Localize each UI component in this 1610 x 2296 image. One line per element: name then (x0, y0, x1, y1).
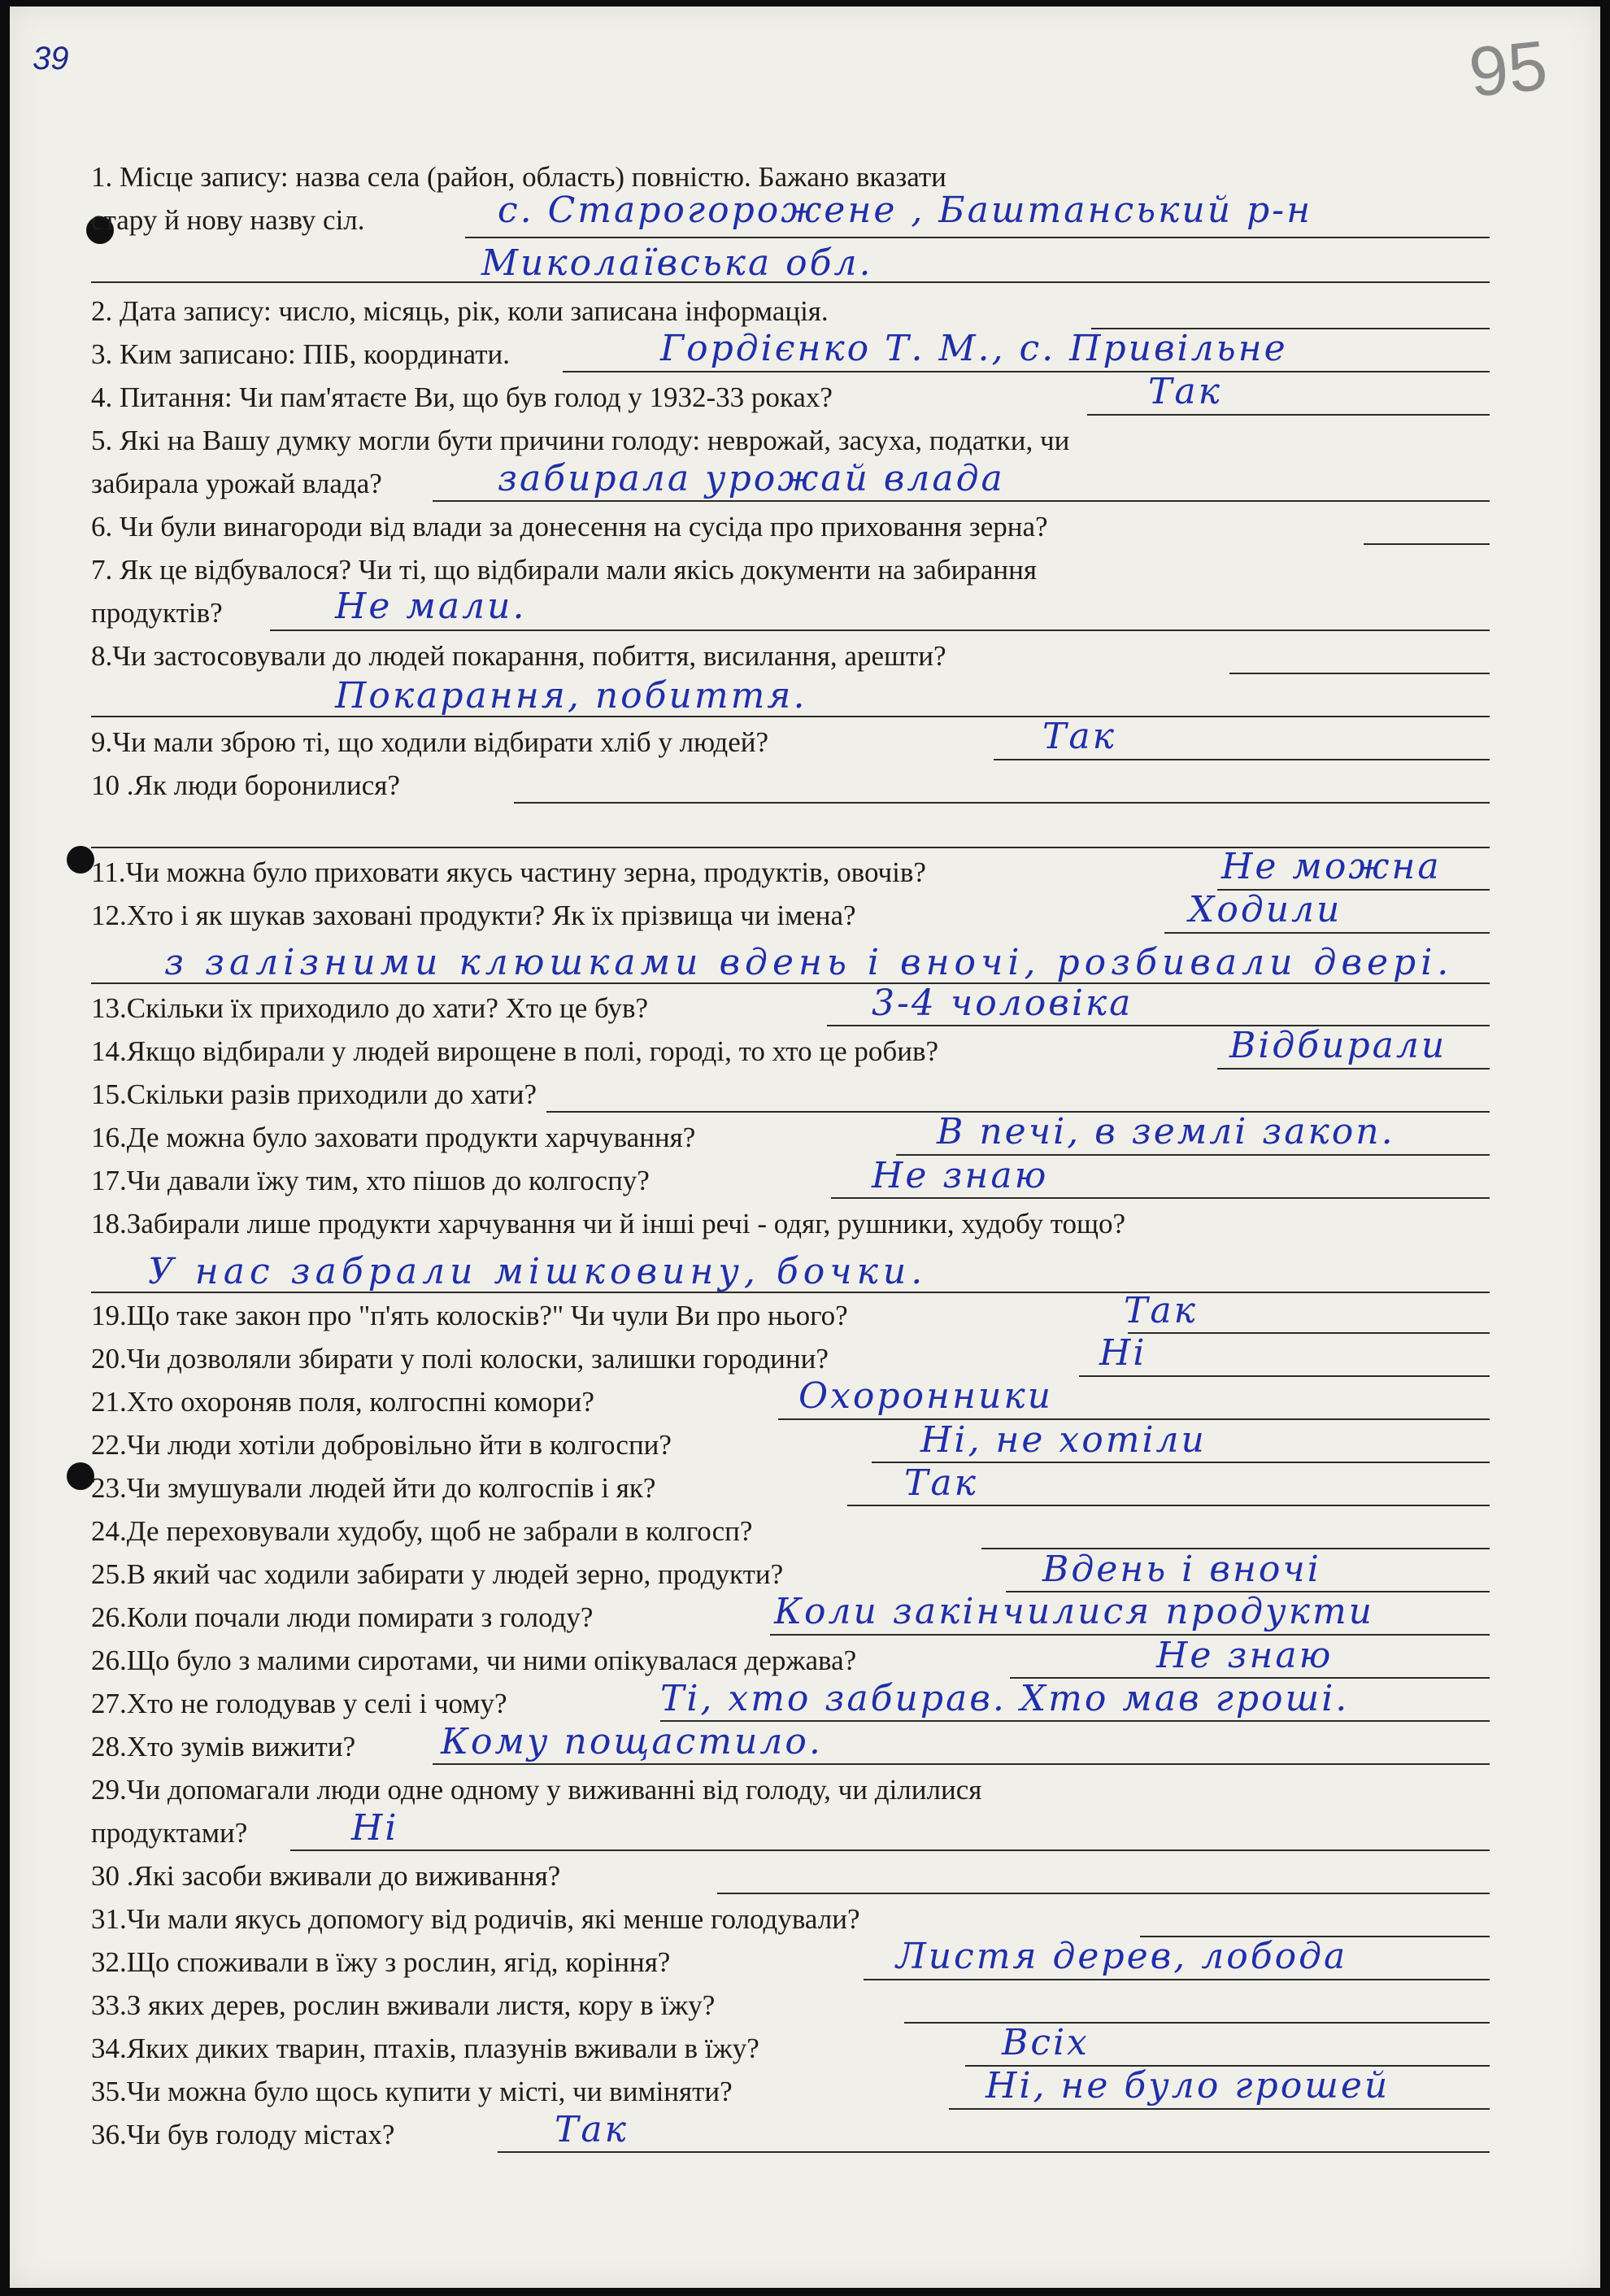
question-line (91, 726, 1490, 764)
question-text: 28.Хто зумів вижити? (91, 1731, 356, 1762)
question-line (91, 554, 1490, 591)
answer-handwritten: Охоронники (798, 1375, 1053, 1417)
answer-handwritten: Миколаївська обл. (481, 242, 873, 284)
question-text: 1. Місце запису: назва села (район, область) повністю. Бажано вказати (91, 161, 946, 193)
question-text: стару й нову назву сіл. (91, 204, 365, 236)
question-text: 10 .Як люди боронилися? (91, 769, 400, 801)
answer-handwritten: Так (904, 1462, 978, 1504)
question-line (91, 2119, 1490, 2156)
question-line (91, 425, 1490, 462)
answer-handwritten: Так (555, 2109, 629, 2150)
question-text: 18.Забирали лише продукти харчування чи й інші речі - одяг, рушники, худобу тощо? (91, 1208, 1126, 1239)
question-line (91, 1515, 1490, 1553)
answer-handwritten: Ні (1099, 1332, 1147, 1374)
question-text: 16.Де можна було заховати продукти харчування? (91, 1122, 696, 1153)
answer-handwritten: Ні, не було грошей (986, 2065, 1390, 2106)
answer-handwritten: Листя дерев, лобода (896, 1936, 1348, 1977)
punch-hole (67, 846, 94, 874)
answer-handwritten: Коли закінчилися продукти (774, 1591, 1375, 1632)
question-text: 3. Ким записано: ПІБ, координати. (91, 338, 511, 370)
answer-handwritten: Так (1124, 1290, 1198, 1331)
question-line (91, 381, 1490, 419)
question-text: 2. Дата запису: число, місяць, рік, коли записана інформація. (91, 295, 829, 327)
question-text: продуктів? (91, 597, 223, 629)
page-number-right: 95 (1465, 26, 1551, 112)
question-text: 15.Скільки разів приходили до хати? (91, 1078, 537, 1110)
question-text: 34.Яких диких тварин, птахів, плазунів вживали в їжу? (91, 2032, 759, 2064)
questionnaire-page (10, 7, 1600, 2288)
answer-handwritten: Ті, хто забирав. Хто мав гроші. (660, 1678, 1350, 1719)
question-text: 4. Питання: Чи пам'ятаєте Ви, що був голод у 1932-33 роках? (91, 381, 833, 413)
question-text: 21.Хто охороняв поля, колгоспні комори? (91, 1386, 594, 1418)
answer-handwritten: Ні, не хотіли (920, 1419, 1207, 1461)
question-text: 22.Чи люди хотіли добровільно йти в колгоспи? (91, 1429, 672, 1461)
question-text: 12.Хто і як шукав заховані продукти? Як їх прізвища чи імена? (91, 900, 856, 931)
answer-handwritten: Так (1148, 371, 1222, 412)
answer-handwritten: Так (1042, 716, 1116, 757)
answer-handwritten: Не мали. (335, 586, 527, 627)
question-line (91, 1343, 1490, 1380)
answer-handwritten: забирала урожай влада (498, 458, 1005, 499)
answer-handwritten: Ходили (1189, 889, 1342, 930)
question-text: 13.Скільки їх приходило до хати? Хто це був? (91, 992, 649, 1024)
question-text: 35.Чи можна було щось купити у місті, чи виміняти? (91, 2076, 733, 2107)
answer-handwritten: Покарання, побиття. (335, 675, 807, 717)
answer-handwritten: Не знаю (872, 1155, 1049, 1196)
answer-handwritten: Вдень і вночі (1042, 1549, 1321, 1590)
question-text: 30 .Які засоби вживали до виживання? (91, 1860, 561, 1892)
question-text: 23.Чи змушували людей йти до колгоспів і як? (91, 1472, 656, 1504)
answer-handwritten: Не знаю (1156, 1635, 1334, 1676)
question-text: 6. Чи були винагороди від влади за донесення на сусіда про приховання зерна? (91, 511, 1048, 542)
answer-handwritten: Кому пощастило. (441, 1721, 823, 1762)
answer-handwritten: Ні (351, 1807, 399, 1849)
question-line (91, 1165, 1490, 1202)
question-text: 31.Чи мали якусь допомогу від родичів, які менше голодували? (91, 1903, 860, 1935)
question-line (91, 769, 1490, 807)
question-text: 8.Чи застосовували до людей покарання, побиття, висилання, арешти? (91, 640, 946, 672)
question-text: 32.Що споживали в їжу з рослин, ягід, коріння? (91, 1946, 671, 1978)
answer-handwritten: Відбирали (1229, 1025, 1447, 1066)
answer-handwritten: Всіх (1002, 2022, 1090, 2063)
question-line (91, 1774, 1490, 1811)
question-line (91, 1472, 1490, 1510)
question-text: забирала урожай влада? (91, 468, 382, 499)
answer-handwritten: У нас забрали мішковину, бочки. (148, 1251, 928, 1292)
answer-handwritten: с. Старогорожене , Баштанський р-н (498, 190, 1313, 231)
question-text: 9.Чи мали зброю ті, що ходили відбирати хліб у людей? (91, 726, 769, 758)
question-text: 27.Хто не голодував у селі і чому? (91, 1688, 507, 1719)
question-line (91, 1817, 1490, 1854)
question-text: 20.Чи дозволяли збирати у полі колоски, залишки городини? (91, 1343, 829, 1375)
question-line (91, 1860, 1490, 1897)
question-text: 36.Чи був голоду містах? (91, 2119, 395, 2150)
punch-hole (67, 1462, 94, 1490)
question-text: 5. Які на Вашу думку могли бути причини голоду: неврожай, засуха, податки, чи (91, 425, 1070, 456)
question-line (91, 1208, 1490, 1245)
question-line (91, 1300, 1490, 1337)
question-text: 25.В який час ходили забирати у людей зерно, продукти? (91, 1558, 784, 1590)
answer-handwritten: з залізними клюшками вдень і вночі, розбивали двері. (164, 942, 1454, 983)
question-text: 33.З яких дерев, рослин вживали листя, кору в їжу? (91, 1989, 716, 2021)
question-line (91, 1989, 1490, 2027)
question-text: 11.Чи можна було приховати якусь частину зерна, продуктів, овочів? (91, 856, 926, 888)
question-text: продуктами? (91, 1817, 248, 1849)
question-line (91, 1386, 1490, 1423)
answer-handwritten: В печі, в землі закоп. (937, 1111, 1395, 1152)
answer-handwritten: 3-4 чоловіка (872, 982, 1134, 1024)
question-text: 26.Коли почали люди помирати з голоду? (91, 1601, 594, 1633)
question-text: 17.Чи давали їжу тим, хто пішов до колгоспу? (91, 1165, 650, 1196)
question-line (91, 640, 1490, 677)
question-text: 14.Якщо відбирали у людей вирощене в полі, городі, то хто це робив? (91, 1035, 939, 1067)
page-number-left: 39 (33, 41, 69, 76)
question-line (91, 1429, 1490, 1466)
question-text: 26.Що було з малими сиротами, чи ними опікувалася держава? (91, 1645, 857, 1676)
question-text: 19.Що таке закон про "п'ять колосків?" Чи чули Ви про нього? (91, 1300, 848, 1331)
answer-handwritten: Гордієнко Т. М., с. Привільне (660, 328, 1288, 369)
question-text: 24.Де переховували худобу, щоб не забрали в колгосп? (91, 1515, 753, 1547)
question-line (91, 597, 1490, 634)
answer-handwritten: Не можна (1221, 846, 1442, 887)
question-line (91, 511, 1490, 548)
question-text: 29.Чи допомагали люди одне одному у виживанні від голоду, чи ділилися (91, 1774, 982, 1806)
question-text: 7. Як це відбувалося? Чи ті, що відбирали мали якісь документи на забирання (91, 554, 1037, 586)
